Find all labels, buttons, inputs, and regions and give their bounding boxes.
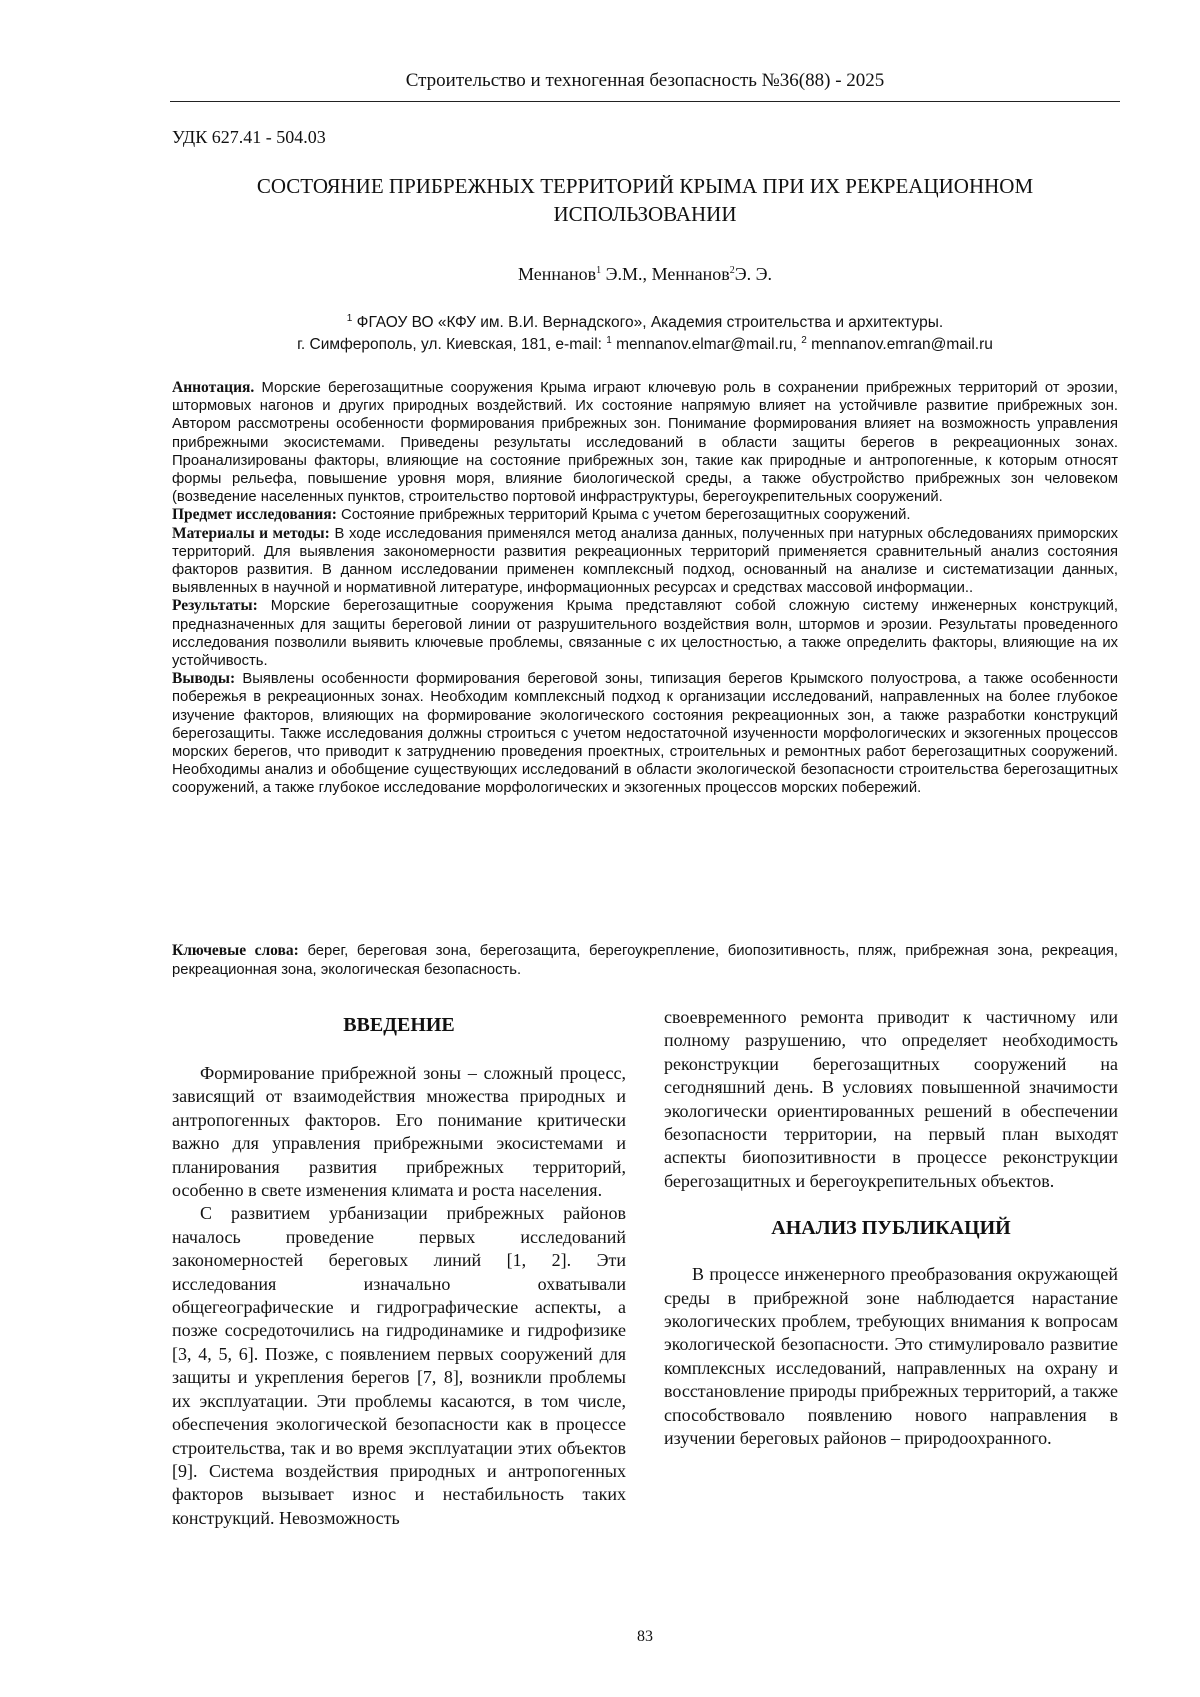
methods-label: Материалы и методы:	[172, 524, 330, 542]
section-heading-introduction: ВВЕДЕНИЕ	[343, 1014, 455, 1036]
subject-label: Предмет исследования:	[172, 506, 337, 524]
affiliation-line-2	[170, 334, 1120, 356]
subject-text: Состояние прибрежных территорий Крыма с учетом берегозащитных сооружений.	[336, 507, 911, 524]
email-1-mark: 1	[606, 334, 612, 346]
conclusions-label: Выводы:	[172, 670, 236, 688]
author-1-affiliation-mark: 1	[596, 265, 602, 276]
abstract-subject	[172, 506, 1118, 524]
affiliation-mark: 1	[346, 312, 353, 324]
affiliation-line-1	[170, 312, 1120, 334]
right-column	[664, 1006, 1118, 1451]
journal-header: Строительство и техногенная безопасность №36(88) - 2025	[405, 70, 885, 91]
header-divider	[170, 101, 1120, 102]
left-column	[172, 1012, 626, 1530]
abstract-methods	[172, 525, 1118, 598]
intro-paragraph-2-continued: своевременного ремонта приводит к частичному или полному разрушению, что определяет необходимость реконструкции берегозащитных сооружений на сегодняшний день. В условиях повышенной значимости экологически ориентированных решений в обеспечении безопасности территории, на первый план выходят аспекты биопозитивности в процессе реконструкции берегозащитных и берегоукрепительных объектов.	[664, 1007, 1118, 1191]
abstract-results	[172, 597, 1118, 670]
paper-title	[190, 172, 1100, 228]
affiliation-institution: ФГАОУ ВО «КФУ им. В.И. Вернадского», Академия строительства и архитектуры.	[352, 314, 944, 331]
email-2-mark: 2	[801, 334, 807, 346]
authors	[170, 264, 1120, 285]
affiliation-address: г. Симферополь, ул. Киевская, 181, e-mail:	[297, 336, 607, 353]
author-2-initials: Э. Э.	[734, 264, 772, 284]
author-1-initials: Э.М.,	[601, 264, 652, 284]
udk-code: УДК 627.41 - 504.03	[172, 127, 326, 147]
section-heading-analysis: АНАЛИЗ ПУБЛИКАЦИЙ	[771, 1217, 1011, 1240]
intro-paragraph-2: С развитием урбанизации прибрежных районов началось проведение первых исследований закономерностей береговых линий [1, 2]. Эти исследования изначально охватывали общегеографические и гидрографические аспекты, а позже сосредоточились на гидродинамике и гидрофизике [3, 4, 5, 6]. Позже, с появлением первых сооружений для защиты и укрепления берегов [7, 8], возникли проблемы их эксплуатации. Эти проблемы касаются, в том числе, обеспечения экологической безопасности как в процессе строительства, так и во время эксплуатации этих объектов [9]. Система воздействия природных и антропогенных факторов вызывает износ и нестабильность таких конструкций. Невозможность	[172, 1203, 626, 1528]
annotation-text: Морские берегозащитные сооружения Крыма играют ключевую роль в сохранении прибрежных территорий от эрозии, штормовых нагонов и других природных воздействий. Их состояние напрямую влияет на устойчивле развитие прибрежных зон. Автором рассмотрены особенности формирования прибрежных зон. Понимание формирования влияет на возможность управления прибрежными экосистемами. Приведены результаты исследований в области защиты берегов в рекреационных зонах. Проанализированы факторы, влияющие на состояние прибрежных зон, такие как природные и антропогенные, к которым относят формы рельефа, повышение уровня моря, влияние биологической среды, а также обустройство прибрежных зон человеком (возведение населенных пунктов, строительство портовой инфраструктуры, берегоукрепительных сооружений.	[172, 380, 1118, 506]
keywords	[172, 942, 1118, 979]
page-number: 83	[637, 1628, 653, 1645]
annotation-label: Аннотация.	[172, 379, 255, 396]
intro-paragraph-1: Формирование прибрежной зоны – сложный процесс, зависящий от взаимодействия множества природных и антропогенных факторов. Его понимание критически важно для управления прибрежными экосистемами и планирования развития прибрежных территорий, особенно в свете изменения климата и роста населения.	[172, 1063, 626, 1201]
paper-title-line-2: ИСПОЛЬЗОВАНИИ	[553, 202, 737, 226]
abstract	[172, 379, 1118, 798]
author-2-affiliation-mark: 2	[729, 265, 735, 276]
author-1-name: Меннанов	[518, 264, 597, 284]
affiliation	[170, 312, 1120, 356]
email-1: mennanov.elmar@mail.ru,	[611, 336, 802, 353]
keywords-text: берег, береговая зона, берегозащита, берегоукрепление, биопозитивность, пляж, прибрежная зона, рекреация, рекреационная зона, экологическая безопасность.	[172, 943, 1118, 978]
conclusions-text: Выявлены особенности формирования береговой зоны, типизация берегов Крымского полуострова, а также особенности побережья в рекреационных зонах. Необходим комплексный подход к организации исследований, направленных на более глубокое изучение факторов, влияющих на формирование экологического состояния рекреационных зон, а также разработки конструкций берегозащиты. Также исследования должны строиться с учетом недостаточной изученности морфологических и экзогенных процессов морских берегов, что приводит к затруднению проведения проектных, строительных и ремонтных работ берегозащитных сооружений. Необходимы анализ и обобщение существующих исследований в области экологической безопасности строительства берегозащитных сооружений, а также глубокое исследование морфологических и экзогенных процессов морских побережий.	[172, 671, 1118, 797]
analysis-paragraph-1: В процессе инженерного преобразования окружающей среды в прибрежной зоне наблюдается нарастание экологических проблем, требующих внимания к вопросам экологической безопасности. Это стимулировало развитие комплексных исследований, направленных на охрану и восстановление природы прибрежных территорий, а также способствовало появлению нового направления в изучении береговых районов – природоохранного.	[664, 1264, 1118, 1449]
abstract-annotation	[172, 379, 1118, 506]
author-2-name: Меннанов	[651, 264, 730, 284]
keywords-label: Ключевые слова:	[172, 942, 299, 959]
results-label: Результаты:	[172, 597, 258, 615]
abstract-conclusions	[172, 670, 1118, 797]
methods-text: В ходе исследования применялся метод анализа данных, полученных при натурных обследованиях приморских территорий. Для выявления закономерности развития рекреационных территорий применяется сравнительный анализ состояния факторов развития. В данном исследовании применен комплексный подход, основанный на анализе и систематизации данных, выявленных в научной и нормативной литературе, информационных ресурсах и средствах массовой информации..	[172, 525, 1118, 597]
paper-title-line-1: СОСТОЯНИЕ ПРИБРЕЖНЫХ ТЕРРИТОРИЙ КРЫМА ПРИ ИХ РЕКРЕАЦИОННОМ	[256, 174, 1034, 198]
email-2: mennanov.emran@mail.ru	[806, 336, 993, 353]
results-text: Морские берегозащитные сооружения Крыма представляют собой сложную систему инженерных конструкций, предназначенных для защиты береговой линии от разрушительного воздействия волн, штормов и эрозии. Результаты проведенного исследования позволили выявить ключевые проблемы, связанные с их целостностью, а также определить факторы, влияющие на их устойчивость.	[172, 598, 1118, 670]
